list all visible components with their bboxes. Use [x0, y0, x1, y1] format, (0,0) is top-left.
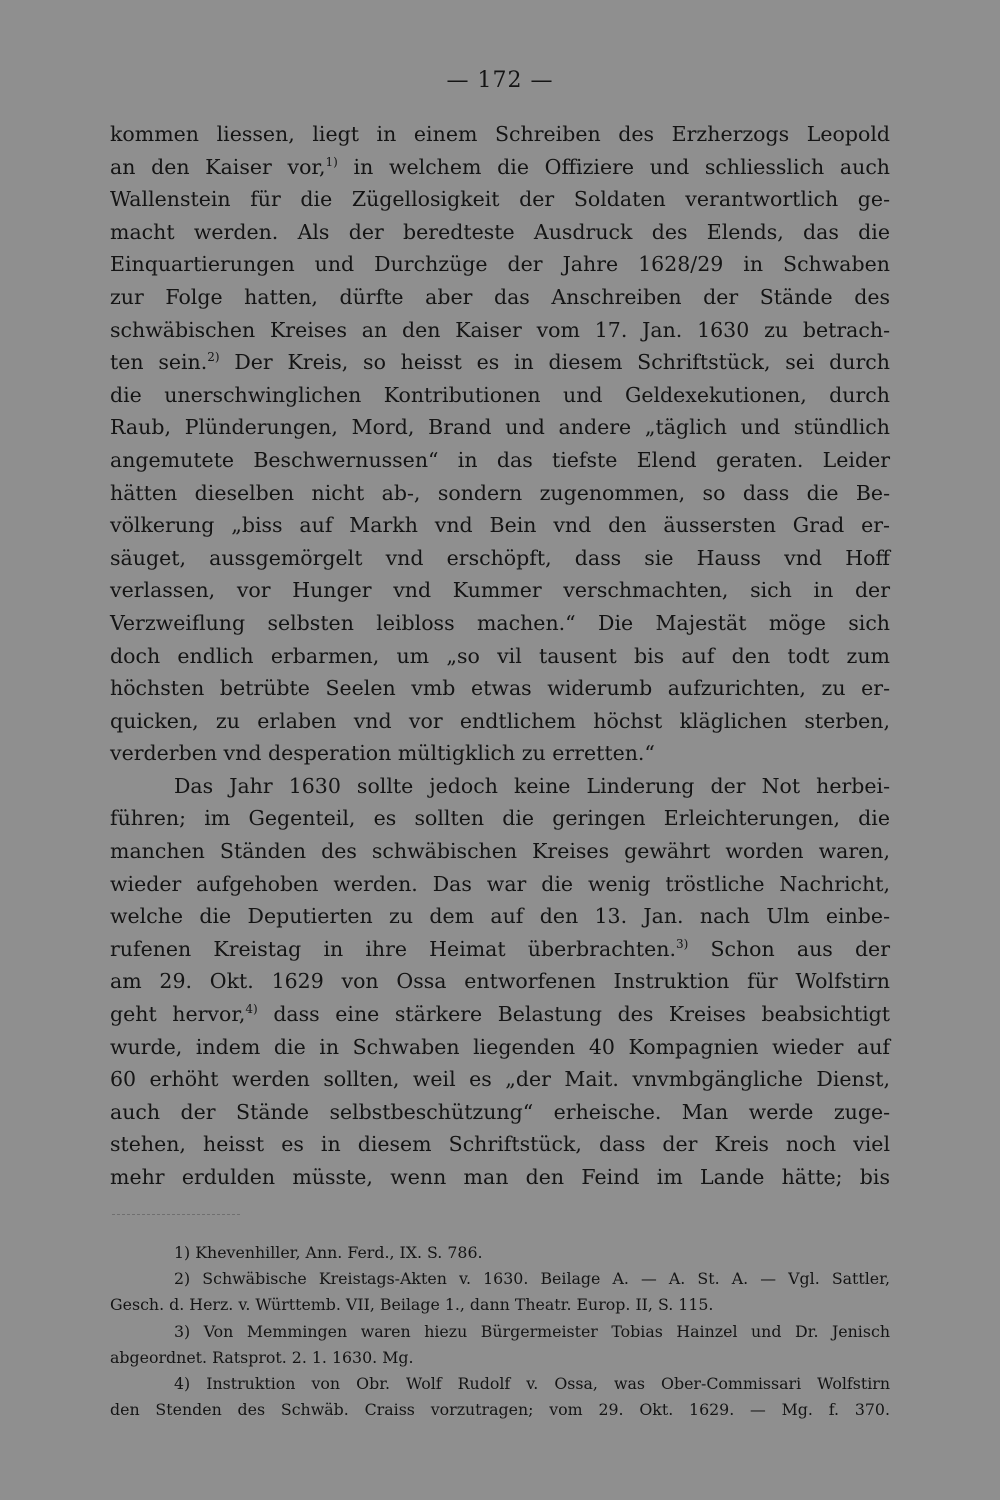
text-line: manchen Ständen des schwäbischen Kreises gewährt worden waren, — [110, 839, 890, 864]
footnote-ref: 1) — [325, 154, 338, 169]
text-line: am 29. Okt. 1629 von Ossa entworfenen Instruktion für Wolfstirn — [110, 969, 890, 994]
text-line: Einquartierungen und Durchzüge der Jahre 1628/29 in Schwaben — [110, 252, 890, 277]
text-line: führen; im Gegenteil, es sollten die geringen Erleichterungen, die — [110, 806, 890, 831]
footnote-ref: 4) — [245, 1002, 258, 1017]
text-line: geht hervor,$^{4)}$ dass eine stärkere Belastung des Kreises beabsichtigt — [110, 1002, 890, 1027]
text-line: Raub, Plünderungen, Mord, Brand und andere „täglich und stündlich — [110, 415, 890, 440]
text-line: hätten dieselben nicht ab-, sondern zugenommen, so dass die Be- — [110, 480, 890, 505]
text-line: säuget, aussgemörgelt vnd erschöpft, dass sie Hauss vnd Hoff — [110, 545, 890, 570]
footnotes — [110, 1240, 890, 1423]
footnote-line: den Stenden des Schwäb. Craiss vorzutragen; vom 29. Okt. 1629. — Mg. f. 370. — [110, 1400, 890, 1420]
footnote-ref: 2) — [207, 350, 220, 365]
footnote-ref: 3) — [675, 936, 689, 951]
text-line: völkerung „biss auf Markh vnd Bein vnd den äussersten Grad er- — [110, 513, 890, 538]
text-line: 60 erhöht werden sollten, weil es „der Mait. vnvmbgängliche Dienst, — [110, 1067, 890, 1092]
text-line: höchsten betrübte Seelen vmb etwas widerumb aufzurichten, zu er- — [110, 676, 890, 701]
text-line: auch der Stände selbstbeschützung“ erheische. Man werde zuge- — [110, 1099, 890, 1124]
text-line: mehr erdulden müsste, wenn man den Feind im Lande hätte; bis — [110, 1165, 890, 1189]
text-line: doch endlich erbarmen, um „so vil tausent bis auf den todt zum — [110, 643, 890, 668]
text-line: Wallenstein für die Zügellosigkeit der Soldaten verantwortlich ge- — [110, 187, 890, 212]
footnote-line: 4) Instruktion von Obr. Wolf Rudolf v. Ossa, was Ober-Commissari Wolfstirn — [174, 1373, 890, 1393]
text-line: verlassen, vor Hunger vnd Kummer verschmachten, sich in der — [110, 578, 890, 603]
text-line: angemutete Beschwernussen“ in das tiefste Elend geraten. Leider — [110, 447, 890, 472]
text-line: stehen, heisst es in diesem Schriftstück, dass der Kreis noch viel — [110, 1132, 890, 1157]
text-line: ten sein.$^{2)}$ Der Kreis, so heisst es in diesem Schriftstück, sei durch — [110, 350, 890, 375]
footnote-line: 2) Schwäbische Kreistags-Akten v. 1630. Beilage A. — A. St. A. — Vgl. Sattler, — [174, 1269, 890, 1289]
footnote-line: 3) Von Memmingen waren hiezu Bürgermeister Tobias Hainzel und Dr. Jenisch — [174, 1321, 890, 1341]
text-line: verderben vnd desperation mültigklich zu erretten.“ — [110, 741, 655, 766]
text-line: an den Kaiser vor,$^{1)}$ in welchem die Offiziere und schliesslich auch — [110, 154, 890, 179]
footnote-line: 1) Khevenhiller, Ann. Ferd., IX. S. 786. — [174, 1243, 483, 1262]
text-line: zur Folge hatten, dürfte aber das Anschreiben der Stände des — [110, 284, 890, 309]
text-line: rufenen Kreistag in ihre Heimat überbrachten.$^{3)}$ Schon aus der — [110, 936, 890, 961]
text-line: welche die Deputierten zu dem auf den 13. Jan. nach Ulm einbe- — [110, 904, 890, 929]
footnote-separator — [112, 1214, 240, 1215]
footnote-line: Gesch. d. Herz. v. Württemb. VII, Beilage 1., dann Theatr. Europ. II, S. 115. — [110, 1295, 714, 1315]
main-text — [110, 118, 890, 1194]
text-line: wieder aufgehoben werden. Das war die wenig tröstliche Nachricht, — [110, 871, 890, 896]
page-number: — 172 — — [446, 68, 554, 93]
text-line: die unerschwinglichen Kontributionen und Geldexekutionen, durch — [110, 382, 890, 407]
text-line: macht werden. Als der beredteste Ausdruck des Elends, das die — [110, 219, 890, 244]
text-line: schwäbischen Kreises an den Kaiser vom 17. Jan. 1630 zu betrach- — [110, 317, 890, 342]
text-line: kommen liessen, liegt in einem Schreiben des Erzherzogs Leopold — [110, 122, 890, 146]
text-line: wurde, indem die in Schwaben liegenden 40 Kompagnien wieder auf — [110, 1034, 890, 1059]
text-line: Verzweiflung selbsten leibloss machen.“ Die Majestät möge sich — [110, 610, 890, 635]
text-line: Das Jahr 1630 sollte jedoch keine Linderung der Not herbei- — [174, 773, 890, 798]
text-line: quicken, zu erlaben vnd vor endtlichem höchst kläglichen sterben, — [110, 708, 890, 733]
footnote-line: abgeordnet. Ratsprot. 2. 1. 1630. Mg. — [110, 1347, 414, 1367]
